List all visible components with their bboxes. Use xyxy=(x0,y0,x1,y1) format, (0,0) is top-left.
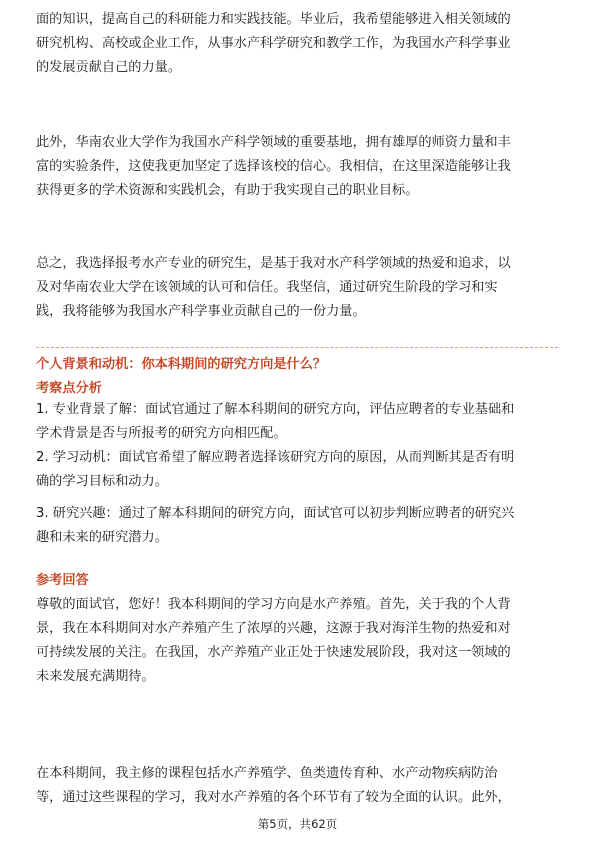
intro-paragraph-3: 总之，我选择报考水产专业的研究生，是基于我对水产科学领域的热爱和追求，以 及对华南农业大学在该领域的认可和信任。我坚信，通过研究生阶段的学习和实 践，我将能够为我国水产科学事业贡献自己的一份力量。 xyxy=(36,256,511,319)
analysis-item-2: 2. 学习动机：面试官希望了解应聘者选择该研究方向的原因，从而判断其是否有明 确的学习目标和动力。 xyxy=(36,450,515,489)
page-number-footer: 第5页，共62页 xyxy=(257,817,338,831)
analysis-item-1: 1. 专业背景了解：面试官通过了解本科期间的研究方向，评估应聘者的专业基础和 学术背景是否与所报考的研究方向相匹配。 xyxy=(36,402,515,441)
section-divider xyxy=(36,347,558,348)
analysis-item-3: 3. 研究兴趣：通过了解本科期间的研究方向，面试官可以初步判断应聘者的研究兴 趣和未来的研究潜力。 xyxy=(36,506,515,545)
answer-paragraph-2: 在本科期间，我主修的课程包括水产养殖学、鱼类遗传育种、水产动物疾病防治 等，通过这些课程的学习，我对水产养殖的各个环节有了较为全面的认识。此外， xyxy=(36,766,511,805)
analysis-heading: 考察点分析 xyxy=(36,381,102,396)
question-heading: 个人背景和动机：你本科期间的研究方向是什么？ xyxy=(36,357,327,372)
intro-paragraph-1: 面的知识，提高自己的科研能力和实践技能。毕业后，我希望能够进入相关领域的 研究机构、高校或企业工作，从事水产科学研究和教学工作，为我国水产科学事业 的发展贡献自己的力量。 xyxy=(36,12,511,75)
intro-paragraph-2: 此外，华南农业大学作为我国水产科学领域的重要基地，拥有雄厚的师资力量和丰 富的实验条件，这使我更加坚定了选择该校的信心。我相信，在这里深造能够让我 获得更多的学术资源和实践机会，有助于我实现自己的职业目标。 xyxy=(36,135,511,198)
answer-paragraph-1: 尊敬的面试官，您好！我本科期间的学习方向是水产养殖。首先，关于我的个人背 景，我在本科期间对水产养殖产生了浓厚的兴趣，这源于我对海洋生物的热爱和对 可持续发展的关注。在我国，水产养殖产业正处于快速发展阶段，我对这一领域的 未来发展充满期待。 xyxy=(36,597,511,684)
answer-heading: 参考回答 xyxy=(36,573,89,588)
